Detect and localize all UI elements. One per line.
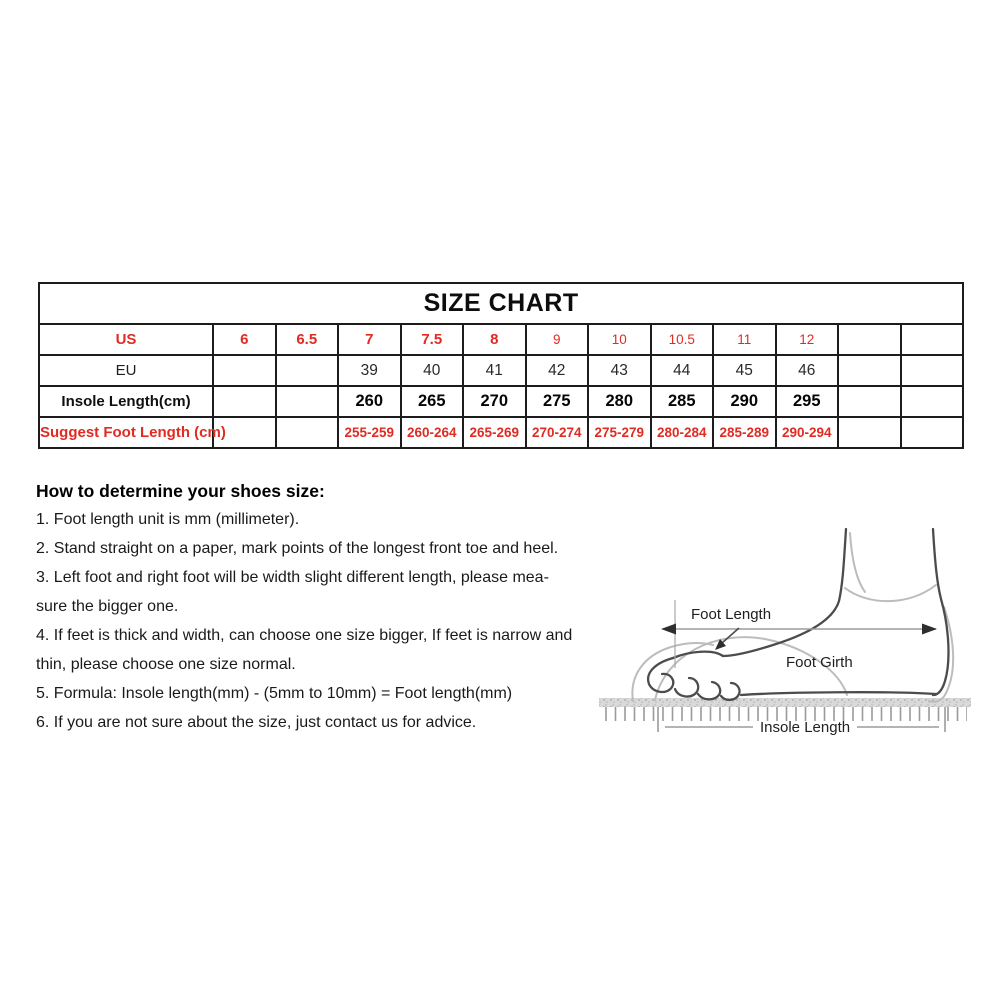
size-row-us — [39, 324, 963, 355]
size-cell — [838, 386, 901, 417]
instructions-heading: How to determine your shoes size: — [36, 481, 325, 501]
size-cell — [838, 355, 901, 386]
foot-length-label: Foot Length — [691, 606, 772, 623]
size-cell: 40 — [401, 355, 464, 386]
size-cell: 45 — [713, 355, 776, 386]
size-chart-body — [39, 324, 963, 448]
size-cell — [901, 417, 964, 448]
size-cell: 295 — [776, 386, 839, 417]
size-cell: 43 — [588, 355, 651, 386]
arrow-left-icon — [661, 624, 676, 635]
instruction-line: 6. If you are not sure about the size, just contact us for advice. — [36, 714, 477, 731]
size-cell: 8 — [463, 324, 526, 355]
size-chart-table — [38, 282, 964, 449]
foot-girth-label: Foot Girth — [786, 654, 853, 671]
size-cell: 280-284 — [651, 417, 714, 448]
row-label-suggest: Suggest Foot Length (cm) — [39, 417, 213, 448]
size-cell: 10.5 — [651, 324, 714, 355]
size-cell: 44 — [651, 355, 714, 386]
size-cell: 285-289 — [713, 417, 776, 448]
instruction-line: thin, please choose one size normal. — [36, 656, 296, 673]
size-cell — [901, 324, 964, 355]
size-cell: 42 — [526, 355, 589, 386]
size-cell: 10 — [588, 324, 651, 355]
size-cell: 46 — [776, 355, 839, 386]
instruction-line: 4. If feet is thick and width, can choose one size bigger, If feet is narrow and — [36, 627, 573, 644]
size-cell: 6.5 — [276, 324, 339, 355]
size-cell: 285 — [651, 386, 714, 417]
arrow-right-icon — [922, 624, 937, 635]
instruction-line: 1. Foot length unit is mm (millimeter). — [36, 511, 300, 528]
size-cell: 39 — [338, 355, 401, 386]
size-row-suggest — [39, 417, 963, 448]
insole-length-label: Insole Length — [760, 719, 851, 736]
size-cell — [213, 386, 276, 417]
size-cell: 260-264 — [401, 417, 464, 448]
instruction-line: 2. Stand straight on a paper, mark points of the longest front toe and heel. — [36, 540, 559, 557]
instruction-line: 5. Formula: Insole length(mm) - (5mm to 10mm) = Foot length(mm) — [36, 685, 513, 702]
size-cell: 265 — [401, 386, 464, 417]
size-cell: 12 — [776, 324, 839, 355]
size-cell: 260 — [338, 386, 401, 417]
instruction-lines — [36, 505, 636, 737]
size-row-eu — [39, 355, 963, 386]
size-cell: 6 — [213, 324, 276, 355]
size-chart-title: SIZE CHART — [39, 283, 963, 324]
size-cell — [838, 324, 901, 355]
row-label-eu: EU — [39, 355, 213, 386]
size-cell: 255-259 — [338, 417, 401, 448]
size-cell: 290-294 — [776, 417, 839, 448]
size-cell: 265-269 — [463, 417, 526, 448]
foot-silhouette-outline — [632, 533, 953, 702]
size-cell: 270 — [463, 386, 526, 417]
size-cell: 275-279 — [588, 417, 651, 448]
table-title-row — [39, 283, 963, 324]
size-cell — [276, 355, 339, 386]
size-cell — [276, 386, 339, 417]
row-label-us: US — [39, 324, 213, 355]
size-cell — [838, 417, 901, 448]
size-cell — [901, 386, 964, 417]
instruction-line: 3. Left foot and right foot will be width slight different length, please mea- — [36, 569, 549, 586]
size-cell: 280 — [588, 386, 651, 417]
size-cell: 7 — [338, 324, 401, 355]
size-cell: 7.5 — [401, 324, 464, 355]
row-label-insole: Insole Length(cm) — [39, 386, 213, 417]
instruction-line: sure the bigger one. — [36, 598, 179, 615]
size-cell: 290 — [713, 386, 776, 417]
ground-ruler — [599, 698, 971, 721]
size-cell — [901, 355, 964, 386]
size-cell — [276, 417, 339, 448]
size-cell: 9 — [526, 324, 589, 355]
size-cell: 11 — [713, 324, 776, 355]
size-cell: 41 — [463, 355, 526, 386]
size-cell: 275 — [526, 386, 589, 417]
size-cell: 270-274 — [526, 417, 589, 448]
size-cell — [213, 355, 276, 386]
size-row-insole — [39, 386, 963, 417]
